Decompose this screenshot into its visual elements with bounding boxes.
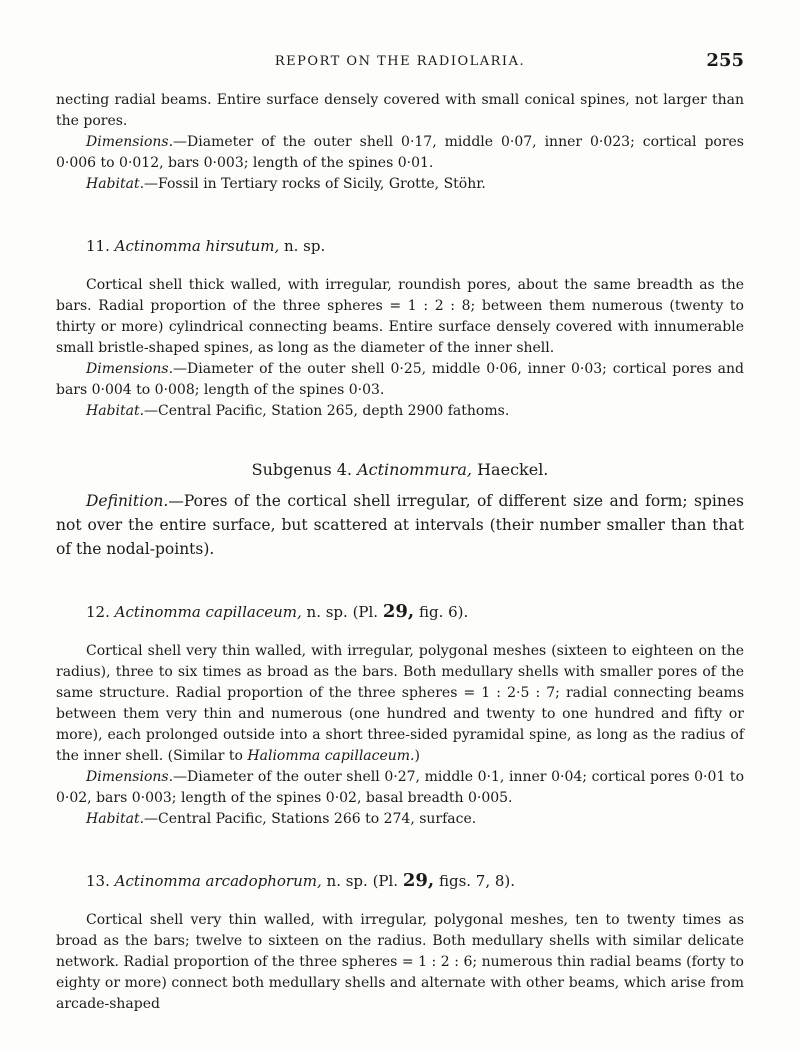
species-number: 12. bbox=[86, 603, 110, 621]
species-name: Actinomma hirsutum, bbox=[114, 237, 280, 255]
habitat-label: Habitat. bbox=[86, 403, 145, 419]
habitat-paragraph bbox=[56, 174, 744, 195]
species-number: 13. bbox=[86, 872, 110, 890]
habitat-text: —Central Pacific, Station 265, depth 2900 fathoms. bbox=[144, 403, 510, 419]
dimensions-paragraph bbox=[56, 132, 744, 174]
definition-label: Definition. bbox=[86, 492, 169, 510]
dimensions-text: —Diameter of the outer shell 0·27, middle 0·1, inner 0·04; cortical pores 0·01 to 0·02, bars 0·003; length of the spines 0·02, basal breadth 0·005. bbox=[56, 769, 744, 806]
habitat-label: Habitat. bbox=[86, 811, 145, 827]
habitat-paragraph bbox=[56, 809, 744, 830]
dimensions-label: Dimensions. bbox=[86, 361, 174, 377]
page-header bbox=[56, 50, 744, 76]
dimensions-paragraph bbox=[56, 767, 744, 809]
plate-number: 29, bbox=[382, 601, 415, 622]
dimensions-text: —Diameter of the outer shell 0·17, middle 0·07, inner 0·023; cortical pores 0·006 to 0·012, bars 0·003; length of the spines 0·01. bbox=[56, 134, 744, 171]
definition-text: —Pores of the cortical shell irregular, of different size and form; spines not over the entire surface, but scattered at intervals (their number smaller than that of the nodal-points). bbox=[56, 492, 744, 558]
page-body bbox=[56, 90, 744, 1015]
subgenus-heading bbox=[56, 460, 744, 479]
plate-number: 29, bbox=[402, 870, 435, 891]
habitat-text: —Central Pacific, Stations 266 to 274, surface. bbox=[144, 811, 477, 827]
subgenus-definition bbox=[56, 489, 744, 561]
figure-reference: figs. 7, 8). bbox=[434, 872, 516, 890]
habitat-text: —Fossil in Tertiary rocks of Sicily, Grotte, Stöhr. bbox=[144, 176, 486, 192]
habitat-label: Habitat. bbox=[86, 176, 145, 192]
species-heading-12 bbox=[56, 601, 744, 623]
definition-paragraph bbox=[56, 489, 744, 561]
habitat-paragraph bbox=[56, 401, 744, 422]
subgenus-author: Haeckel. bbox=[472, 460, 549, 479]
running-head: REPORT ON THE RADIOLARIA. bbox=[274, 54, 526, 69]
species-number: 11. bbox=[86, 237, 110, 255]
species-name: Actinomma arcadophorum, bbox=[114, 872, 322, 890]
species-description bbox=[56, 641, 744, 767]
page-number: 255 bbox=[706, 50, 744, 71]
species-heading-13 bbox=[56, 870, 744, 892]
description-text: Cortical shell very thin walled, with irregular, polygonal meshes (sixteen to eighteen on the radius), three to six times as broad as the bars. Both medullary shells with smaller pores of the same structure. Radial proportion of the three spheres = 1 : 2·5 : 7; radial connecting beams between them very thin and numerous (one hundred and twenty to one hundred and fifty or more), each prolonged outside into a short three-sided pyramidal spine, as long as the radius of the inner shell. (Similar to bbox=[56, 643, 744, 764]
subgenus-prefix: Subgenus 4. bbox=[251, 460, 358, 479]
species-heading-11 bbox=[56, 235, 744, 257]
figure-reference: fig. 6). bbox=[414, 603, 469, 621]
continuation-paragraph: necting radial beams. Entire surface densely covered with small conical spines, not larger than the pores. bbox=[56, 92, 744, 129]
description-end: ) bbox=[414, 748, 420, 764]
species-suffix: n. sp. bbox=[279, 237, 326, 255]
dimensions-label: Dimensions. bbox=[86, 769, 174, 785]
species-description: Cortical shell very thin walled, with irregular, polygonal meshes, ten to twenty times as broad as the bars; twelve to sixteen on the radius. Both medullary shells with similar delicate network. Radial proportion of the three spheres = 1 : 2 : 6; numerous thin radial beams (forty to eighty or more) connect both medullary shells and alternate with other beams, which arise from arcade-shaped bbox=[56, 912, 744, 1012]
dimensions-paragraph bbox=[56, 359, 744, 401]
dimensions-text: —Diameter of the outer shell 0·25, middle 0·06, inner 0·03; cortical pores and bars 0·004 to 0·008; length of the spines 0·03. bbox=[56, 361, 744, 398]
similar-species-name: Haliomma capillaceum. bbox=[247, 748, 415, 764]
species-suffix: n. sp. (Pl. bbox=[301, 603, 383, 621]
species-description: Cortical shell thick walled, with irregular, roundish pores, about the same breadth as the bars. Radial proportion of the three spheres = 1 : 2 : 8; between them numerous (twenty to thirty or more) cylindrical connecting beams. Entire surface densely covered with innumerable small bristle-shaped spines, as long as the diameter of the inner shell. bbox=[56, 277, 744, 356]
dimensions-label: Dimensions. bbox=[86, 134, 174, 150]
species-name: Actinomma capillaceum, bbox=[114, 603, 302, 621]
species-suffix: n. sp. (Pl. bbox=[321, 872, 403, 890]
subgenus-name: Actinommura, bbox=[357, 460, 473, 479]
